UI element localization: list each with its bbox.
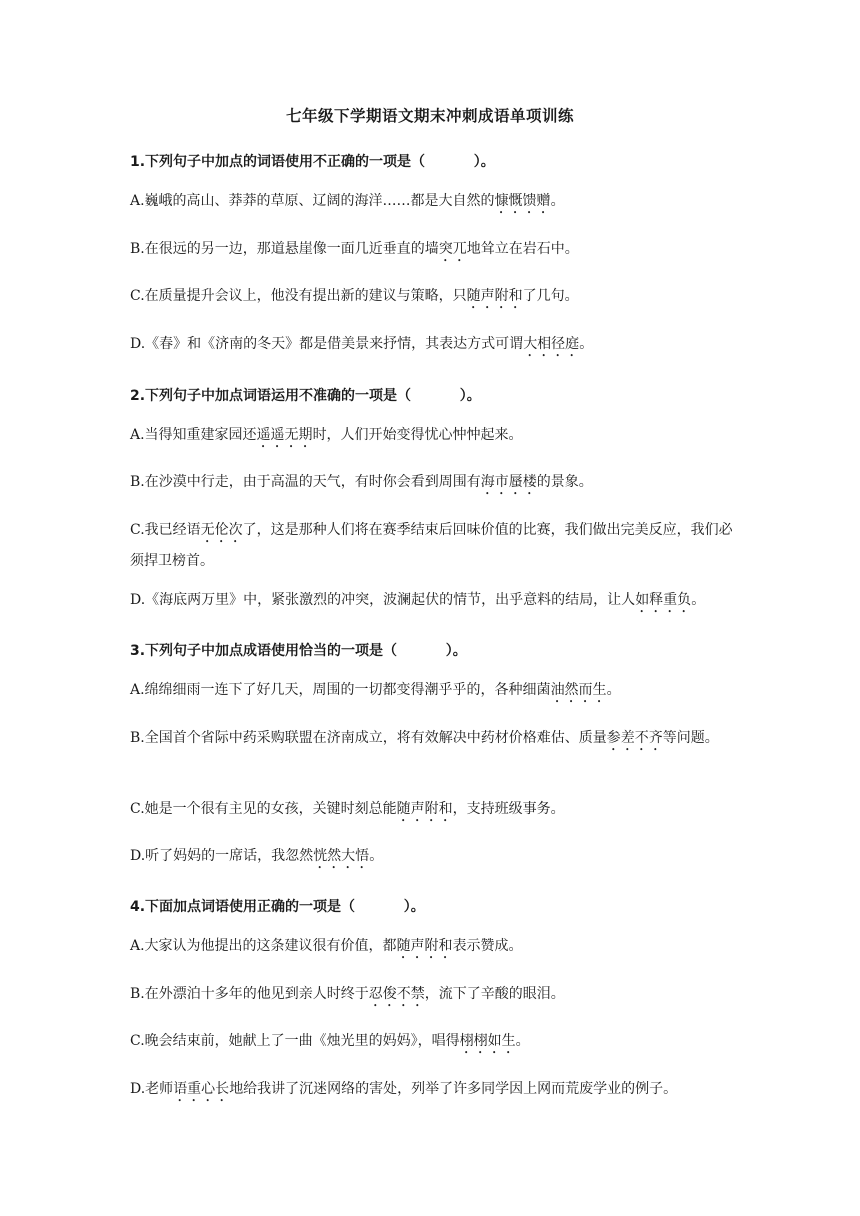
emphasized-phrase: 海市蜃楼: [480, 474, 537, 490]
emphasized-phrase: 突兀: [438, 241, 467, 257]
emphasized-phrase: 随声附和: [466, 288, 523, 304]
document-title: 七年级下学期语文期末冲刺成语单项训练: [285, 107, 574, 125]
question-1-option-a: A.巍峨的高山、莽莽的草原、辽阔的海洋……都是大自然的慷慨馈赠。: [130, 193, 565, 209]
question-2-option-c: C.我已经语无伦次了，这是那种人们将在赛季结束后回味价值的比赛，我们做出完美反应，我们必须捍卫榜首。: [130, 522, 733, 569]
question-2-option-d: D.《海底两万里》中，紧张激烈的冲突，波澜起伏的情节，出乎意料的结局，让人如释重负。: [130, 592, 706, 608]
question-4-option-a: A.大家认为他提出的这条建议很有价值，都随声附和表示赞成。: [130, 938, 523, 954]
question-2-option-a: A.当得知重建家园还遥遥无期时，人们开始变得忧心忡忡起来。: [130, 427, 523, 443]
emphasized-phrase: 忍俊不禁: [368, 986, 425, 1002]
emphasized-phrase: 无伦次: [200, 522, 243, 538]
question-3-stem: 3.下列句子中加点成语使用恰当的一项是（ ）。: [130, 643, 467, 659]
emphasized-phrase: 语重心长: [173, 1081, 230, 1097]
question-1-option-c: C.在质量提升会议上，他没有提出新的建议与策略，只随声附和了几句。: [130, 288, 579, 304]
question-3-option-d: D.听了妈妈的一席话，我忽然恍然大悟。: [130, 848, 384, 864]
question-4-option-d: D.老师语重心长地给我讲了沉迷网络的害处，列举了许多同学因上网而荒废学业的例子。: [130, 1081, 678, 1097]
question-3-option-a: A.绵绵细雨一连下了好几天，周围的一切都变得潮乎乎的，各种细菌油然而生。: [130, 682, 621, 698]
emphasized-phrase: 随声附和: [396, 938, 453, 954]
question-4-option-b: B.在外漂泊十多年的他见到亲人时终于忍俊不禁，流下了辛酸的眼泪。: [130, 986, 565, 1002]
emphasized-phrase: 油然而生: [550, 682, 607, 698]
emphasized-phrase: 如释重负: [635, 592, 692, 608]
emphasized-phrase: 大相径庭: [523, 336, 580, 352]
question-4-stem: 4.下面加点词语使用正确的一项是（ ）。: [130, 899, 425, 915]
question-3-option-c: C.她是一个很有主见的女孩，关键时刻总能随声附和，支持班级事务。: [130, 801, 565, 817]
question-4-option-c: C.晚会结束前，她献上了一曲《烛光里的妈妈》，唱得栩栩如生。: [130, 1033, 530, 1049]
question-2-stem: 2.下列句子中加点词语运用不准确的一项是（ ）。: [130, 388, 481, 404]
emphasized-phrase: 恍然大悟: [313, 848, 370, 864]
emphasized-phrase: 栩栩如生: [459, 1033, 516, 1049]
question-1-option-d: D.《春》和《济南的冬天》都是借美景来抒情，其表达方式可谓大相径庭。: [130, 336, 594, 352]
emphasized-phrase: 遥遥无期: [256, 427, 313, 443]
question-1-stem: 1.下列句子中加点的词语使用不正确的一项是（ ）。: [130, 154, 495, 170]
question-3-option-b: B.全国首个省际中药采购联盟在济南成立，将有效解决中药材价格难估、质量参差不齐等问题。: [130, 730, 719, 746]
question-2-option-b: B.在沙漠中行走，由于高温的天气，有时你会看到周围有海市蜃楼的景象。: [130, 474, 593, 490]
emphasized-phrase: 慷慨馈赠: [494, 193, 551, 209]
question-1-option-b: B.在很远的另一边，那道悬崖像一面几近垂直的墙突兀地耸立在岩石中。: [130, 241, 579, 257]
emphasized-phrase: 参差不齐: [606, 730, 663, 746]
emphasized-phrase: 随声附和: [396, 801, 453, 817]
